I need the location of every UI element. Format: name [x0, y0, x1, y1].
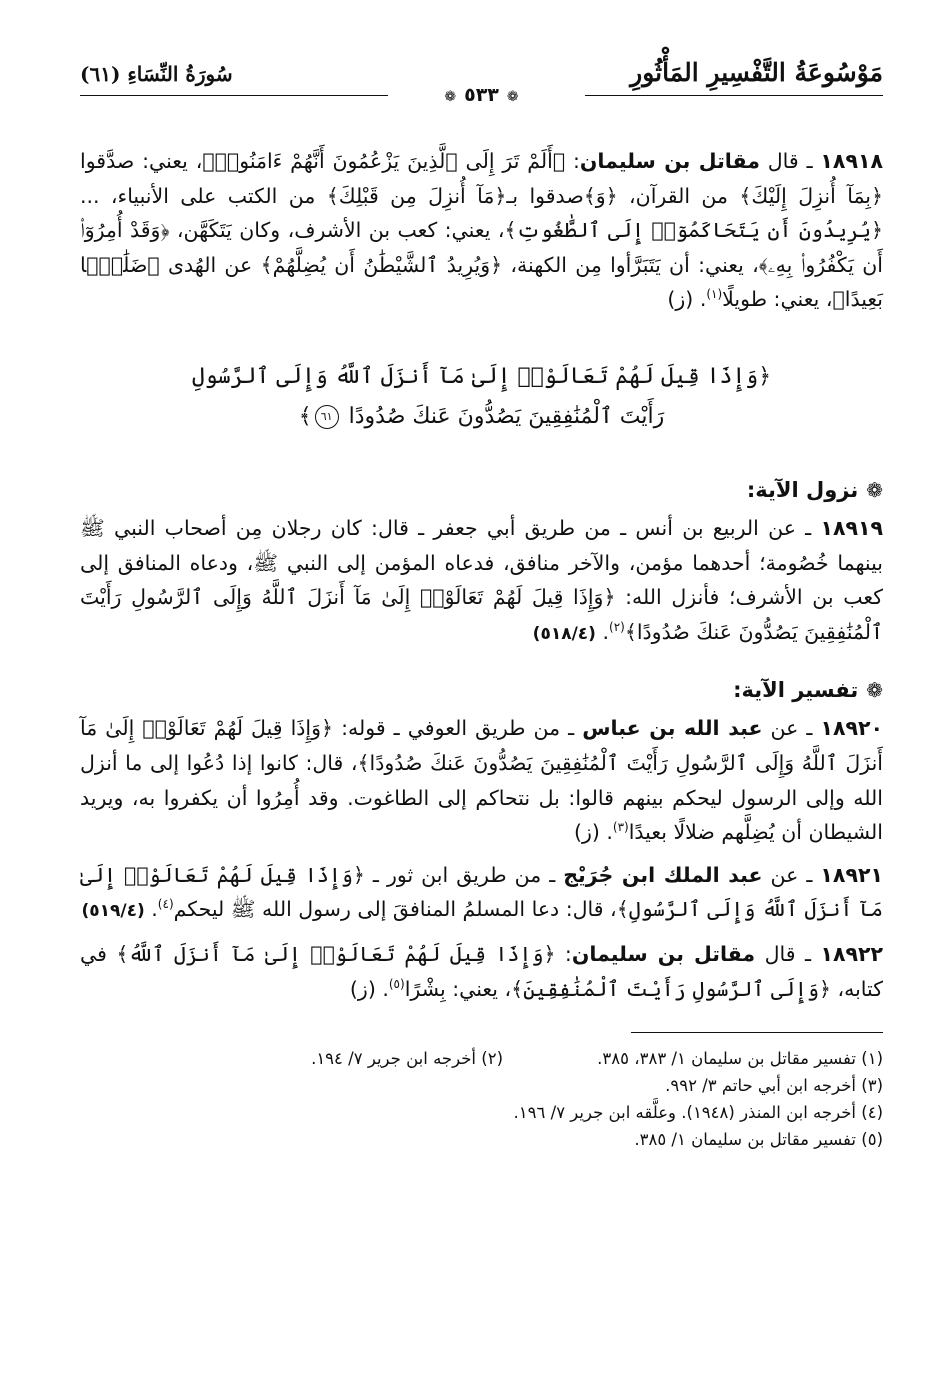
entry-text: ، يعني: بِشْرًا [404, 976, 512, 1001]
entry-text: ـ عن [762, 862, 821, 887]
surah-label: سُورَةُ النِّسَاءِ (٦١) [80, 62, 233, 86]
verse-block [80, 357, 883, 437]
entry-text: ، قال: كانوا إذا دُعُوا إلى ما أنزل الله وإلى الرسول ليحكم بينهم قالوا: بل نتحاكم إلى الطاغوت. وقد أُمِرُوا أن يكفروا به، ويريد الشيطان أن يُضِلَّهم ضلالًا بعيدًا [80, 750, 883, 845]
quran-quote: ﴿وَإِذَا قِيلَ لَهُمْ تَعَالَوْا۟ إِلَىٰ مَآ أَنزَلَ ٱللَّهُ﴾ [116, 941, 556, 966]
footnote-1: (١) تفسير مقاتل بن سليمان ١/ ٣٨٣، ٣٨٥. [597, 1049, 883, 1069]
entry-text: . [144, 897, 158, 922]
entry-text: ـ من طريق العوفي ـ قوله: [333, 716, 583, 741]
entry-number: ١٨٩٢١ [820, 862, 883, 887]
entry-18920 [80, 711, 883, 849]
section-heading-tafsir [80, 673, 883, 707]
entry-text: ـ قال [755, 941, 821, 966]
entry-text: . [595, 619, 609, 644]
footnote-3: (٣) أخرجه ابن أبي حاتم ٣/ ٩٩٢. [665, 1076, 883, 1096]
quran-quote: ﴿وَإِذَا قِيلَ لَهُمْ تَعَالَوْا۟ إِلَىٰ مَآ أَنزَلَ ٱللَّهُ وَإِلَى ٱلرَّسُولِ﴾ [80, 862, 883, 922]
entry-text: : [565, 149, 580, 173]
volume-reference: (٥١٨/٤) [532, 623, 596, 644]
quran-quote: ﴿أَلَمْ تَرَ إِلَى ٱلَّذِينَ يَزْعُمُونَ أَنَّهُمْ ءَامَنُوا۟﴾ [202, 149, 566, 173]
quran-quote: ﴿بِمَآ أُنزِلَ إِلَيْكَ﴾ [739, 183, 884, 208]
quran-quote: ﴿وَإِذَا قِيلَ لَهُمْ تَعَالَوْا۟ إِلَىٰ مَآ أَنزَلَ ٱللَّهُ وَإِلَى ٱلرَّسُولِ رَأَيْتَ ٱلْمُنَٰفِقِينَ يَصُدُّونَ عَنكَ صُدُودًا﴾ [80, 585, 883, 644]
section-heading-text: تفسير الآية: [733, 678, 859, 703]
narrator-name: مقاتل بن سليمان [571, 941, 756, 966]
narrator-name: عبد الملك ابن جُرَيْج [563, 862, 763, 887]
footnote-ref[interactable]: (٢) [609, 619, 625, 634]
entry-text: ، يعني: طويلًا [722, 287, 833, 312]
header-rule [80, 84, 883, 106]
entry-text: صدقوا بـ [506, 183, 584, 208]
entry-text: : [555, 941, 572, 966]
quran-quote: ﴿وَقَدْ أُمِرُوٓا۟ أَن يَكْفُرُوا۟ بِهِۦ﴾ [80, 218, 883, 277]
entry-number: ١٨٩٢٢ [820, 941, 883, 966]
footnote-row [80, 1045, 883, 1072]
verse-text: رَأَيْتَ ٱلْمُنَٰفِقِينَ يَصُدُّونَ عَنكَ صُدُودًا [348, 403, 665, 429]
section-heading-text: نزول الآية: [746, 477, 859, 502]
entry-18921 [80, 858, 883, 929]
page-number: ٥٣٣ [464, 84, 499, 106]
entry-text: . (ز) [573, 820, 613, 845]
verse-line-2 [80, 397, 883, 437]
entry-text: . (ز) [349, 976, 389, 1001]
quran-quote: ﴿ضَلَٰلًۢا بَعِيدًا﴾ [80, 252, 883, 312]
quran-quote: ﴿مَآ أُنزِلَ مِن قَبْلِكَ﴾ [326, 183, 507, 208]
quran-quote: ﴿وَإِذَا قِيلَ لَهُمْ تَعَالَوْا۟ إِلَىٰ مَآ أَنزَلَ ٱللَّهُ وَإِلَى ٱلرَّسُولِ رَأَيْتَ ٱلْمُنَٰفِقِينَ يَصُدُّونَ عَنكَ صُدُودًا﴾ [80, 716, 883, 775]
footnote-4: (٤) أخرجه ابن المنذر (١٩٤٨). وعلَّقه ابن جرير ٧/ ١٩٦. [513, 1103, 883, 1123]
book-page [80, 50, 883, 1153]
ayah-number-icon: ٦١ [315, 405, 339, 429]
entry-text: ـ عن الربيع بن أنس ـ من طريق أبي جعفر ـ قال: كان رجلان مِن أصحاب النبي ﷺ بينهما خُصُومة؛ أحدهما مؤمن، والآخر منافق، فدعاه المؤمن إلى النبي ﷺ، ودعاه المنافق إلى كعب بن الأشرف؛ فأنزل الله: [80, 515, 883, 610]
entry-text: ، قال: دعا المسلمُ المنافقَ إلى رسول الله ﷺ ليحكم [173, 897, 617, 922]
entry-18922 [80, 937, 883, 1006]
entry-text: . (ز) [667, 287, 707, 312]
narrator-name: عبد الله بن عباس [582, 716, 763, 741]
narrator-name: مقاتل بن سليمان [579, 149, 760, 173]
entry-text: ، يعني: كعب بن الأشرف، وكان يَتَكَهَّن، [169, 218, 505, 243]
ornament-icon: ❁ [444, 89, 457, 105]
flower-ornament-icon: ❁ [866, 477, 883, 502]
page-number-block [80, 84, 883, 108]
quran-quote: ﴿يُرِيدُونَ أَن يَتَحَاكَمُوٓا۟ إِلَى ٱلطَّٰغُوتِ﴾ [504, 218, 883, 243]
volume-reference: (٥١٩/٤) [81, 901, 145, 922]
footnote-divider [631, 1032, 883, 1033]
verse-line-1: ﴿وَإِذَا قِيلَ لَهُمْ تَعَالَوْا۟ إِلَىٰ مَآ أَنزَلَ ٱللَّهُ وَإِلَى ٱلرَّسُولِ [191, 363, 772, 389]
entry-18918 [80, 144, 883, 317]
entry-number: ١٨٩٢٠ [820, 716, 883, 741]
entry-text: عن الهُدى [159, 252, 261, 277]
ornament-icon: ❁ [506, 89, 519, 105]
running-header [80, 50, 883, 104]
footnote-ref[interactable]: (١) [706, 287, 723, 302]
footnote-ref[interactable]: (٥) [388, 976, 405, 991]
entry-number: ١٨٩١٩ [820, 515, 883, 540]
entry-text: ـ قال [759, 149, 821, 173]
footnote-5: (٥) تفسير مقاتل بن سليمان ١/ ٣٨٥. [634, 1130, 883, 1150]
footnote-ref[interactable]: (٤) [157, 897, 174, 912]
entry-text: ـ عن [762, 716, 821, 741]
verse-bracket: ﴾ [298, 403, 312, 429]
footnote-ref[interactable]: (٣) [612, 820, 629, 835]
book-title: مَوْسُوعَةُ التَّفْسِيرِ المَأْثُورِ [630, 58, 883, 87]
quran-quote: ﴿وَ﴾ [583, 183, 618, 208]
footnotes [80, 1045, 883, 1153]
footnote-2: (٢) أخرجه ابن جرير ٧/ ١٩٤. [311, 1049, 503, 1069]
flower-ornament-icon: ❁ [866, 678, 883, 703]
quran-quote: ﴿وَيُرِيدُ ٱلشَّيْطَٰنُ أَن يُضِلَّهُمْ﴾ [260, 252, 503, 277]
entry-text: ، يعني: أن يَتَبَرَّأوا مِن الكهنة، [502, 252, 759, 277]
entry-text: ـ من طريق ابن ثور ـ [364, 862, 564, 887]
entry-text: ، يعني: صدَّقوا [80, 149, 203, 173]
section-heading-nuzul [80, 473, 883, 507]
entry-text: من الكتب على الأنبياء، ... [80, 183, 327, 208]
entry-text: من القرآن، [617, 183, 740, 208]
entry-text: في كتابه، [80, 941, 883, 1001]
quran-quote: ﴿وَإِلَى ٱلرَّسُولِ رَأَيْتَ ٱلْمُنَٰفِقِينَ﴾ [511, 976, 831, 1001]
entry-number: ١٨٩١٨ [820, 149, 883, 173]
entry-18919 [80, 511, 883, 651]
